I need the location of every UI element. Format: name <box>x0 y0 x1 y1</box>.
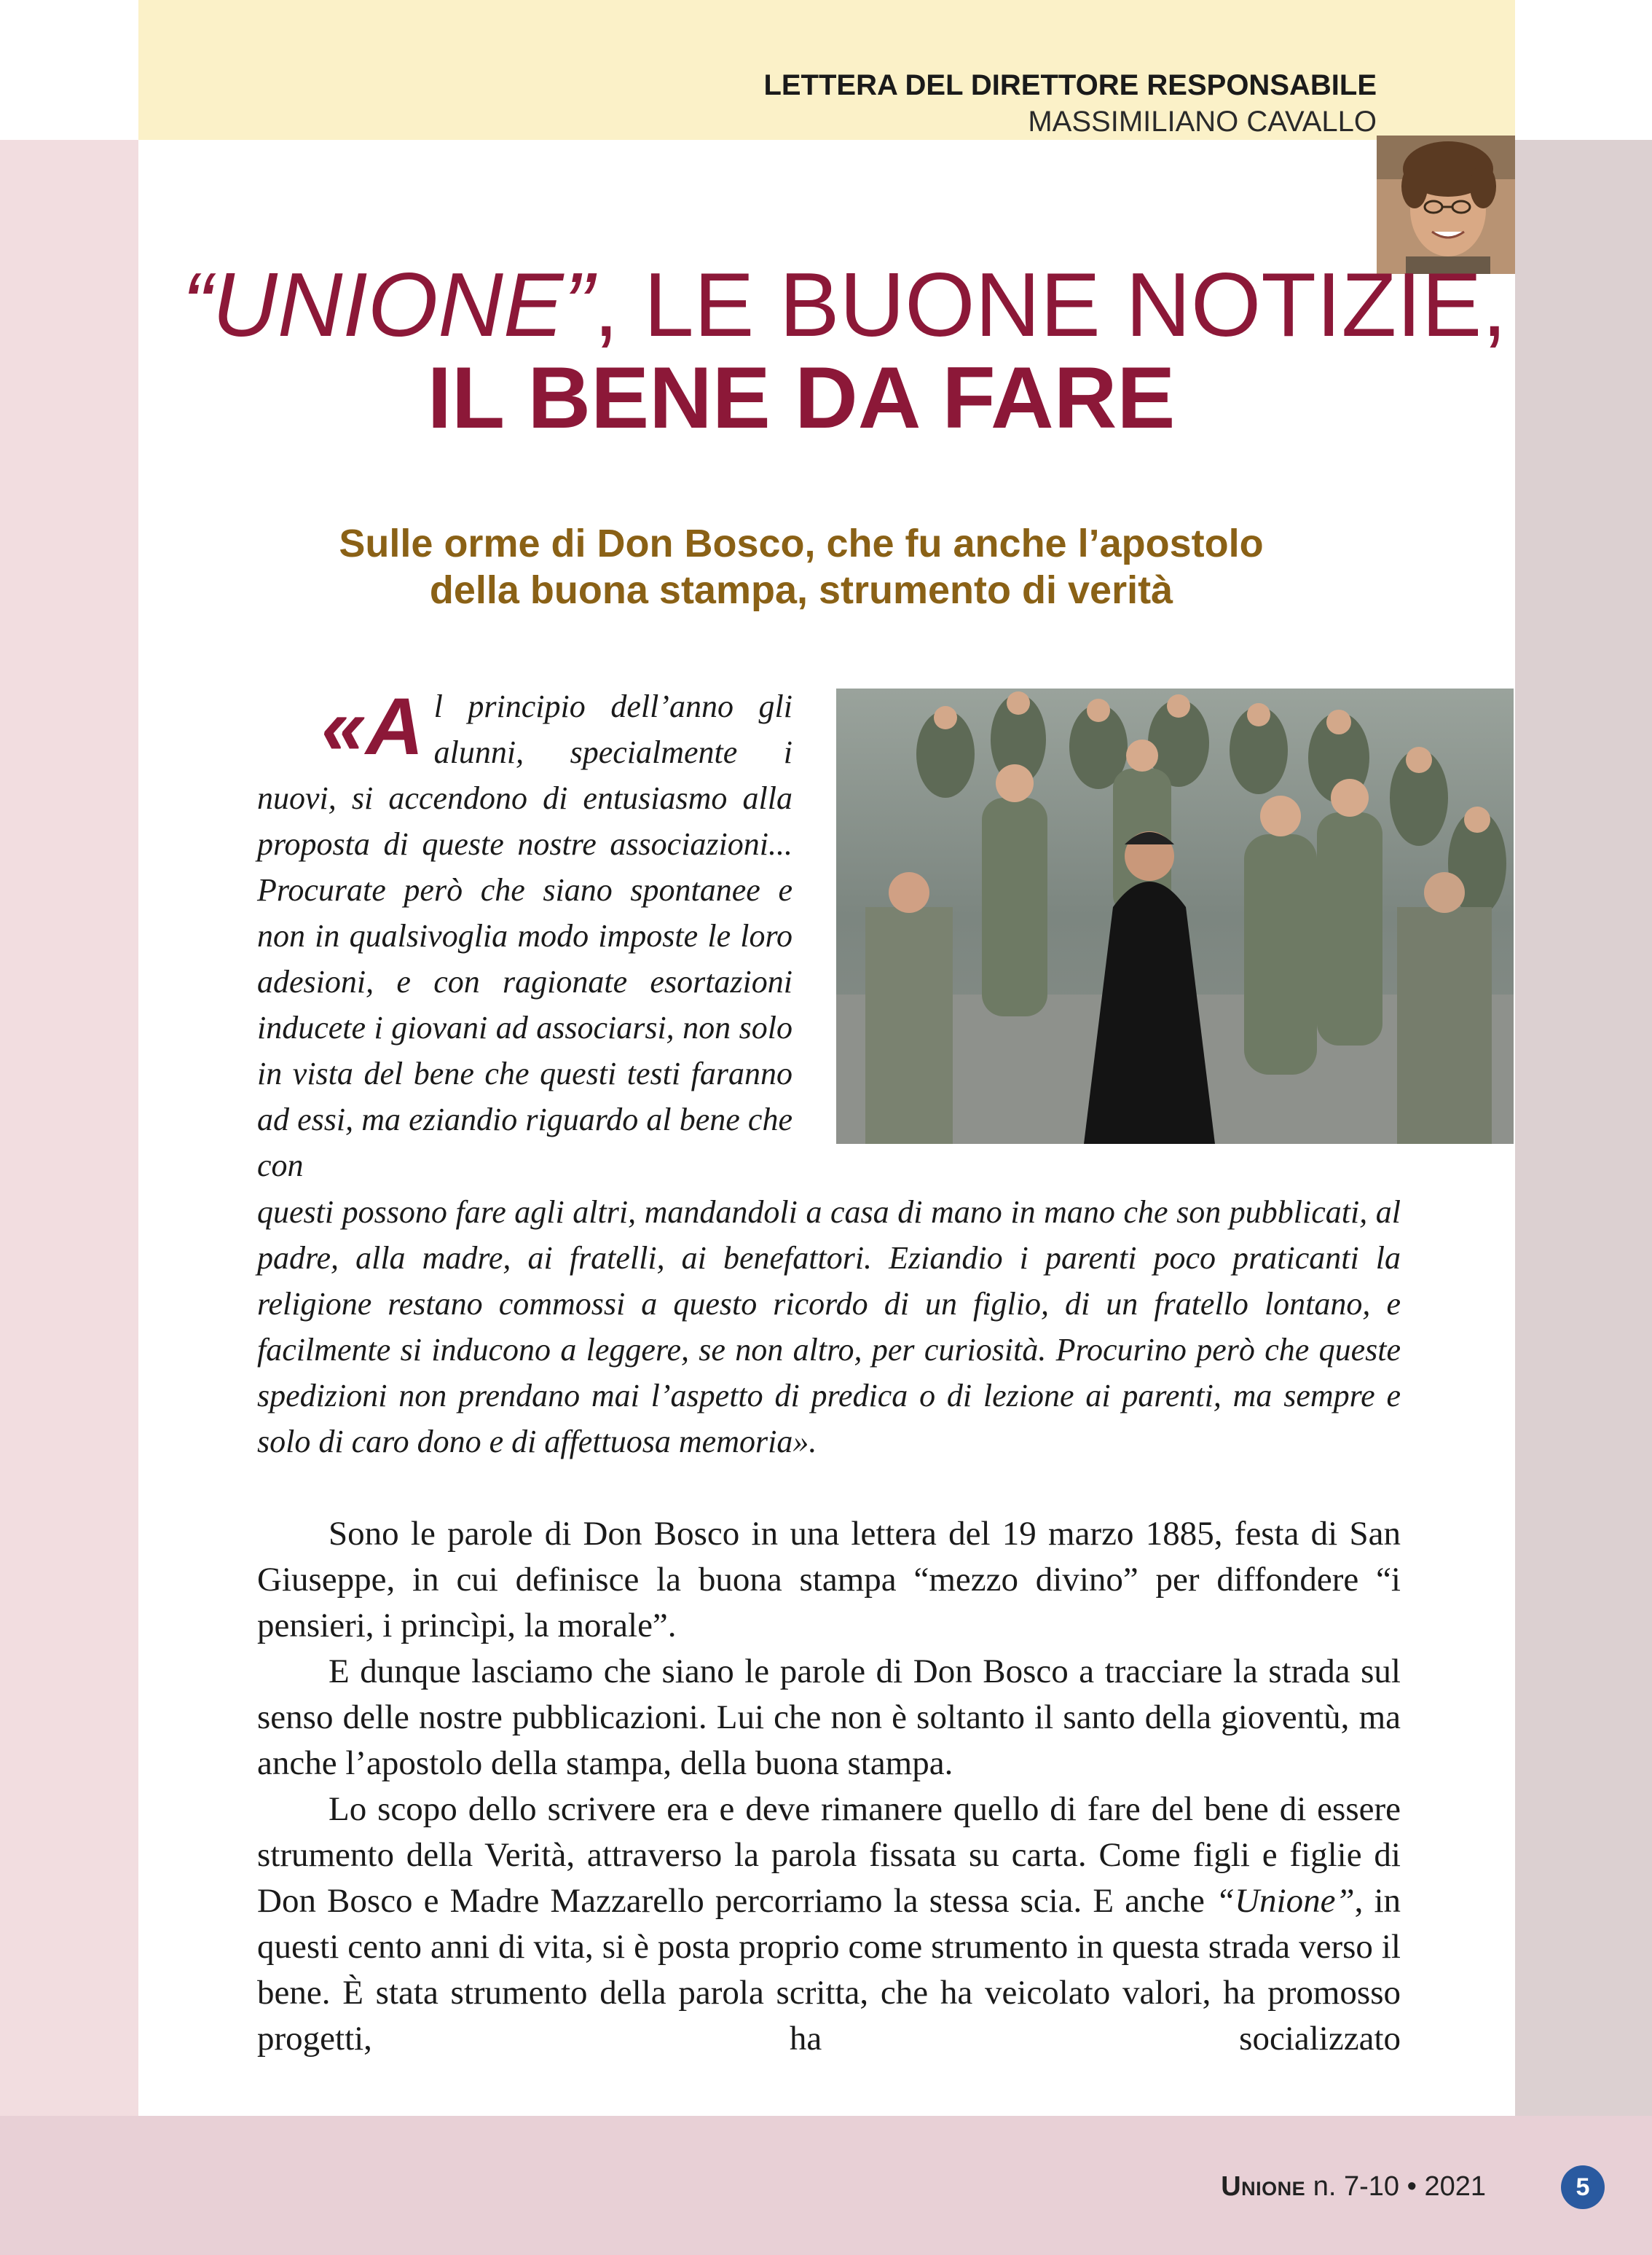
author-name: MASSIMILIANO CAVALLO <box>1028 106 1377 138</box>
quote-dropcap: «A <box>321 682 424 772</box>
left-color-band <box>0 140 138 2116</box>
article-title <box>182 255 1507 447</box>
body-paragraph-2: E dunque lasciamo che siano le parole di Don Bosco a tracciare la strada sul senso delle nostre pubblicazioni. Lui che non è soltanto il santo della gioventù, ma anche l’apostolo della stampa, della buona stampa. <box>257 1652 1401 1782</box>
article-subtitle <box>204 521 1399 613</box>
subtitle-line2: della buona stampa, strumento di verità <box>429 568 1173 612</box>
title-magazine-name: “UNIONE” <box>182 255 594 356</box>
page-number-badge: 5 <box>1561 2165 1605 2209</box>
quote-opening-text: l principio dell’anno gli alunni, specialmente i nuovi, si accendono di entusiasmo alla proposta di queste nostre associazioni... Procurate però che siano spontanee e non in qualsivoglia modo imposte le loro adesioni, e con ragionate esortazioni inducete i giovani ad associarsi, non solo in vista del bene che questi testi faranno ad essi, ma eziandio riguardo al bene che con <box>257 689 792 1183</box>
footer-issue-info <box>1221 2171 1486 2203</box>
quote-opening <box>257 683 792 1188</box>
section-label: LETTERA DEL DIRETTORE RESPONSABILE <box>763 69 1377 101</box>
body-magazine-name: “Unione” <box>1215 1882 1355 1920</box>
author-portrait <box>1377 136 1515 274</box>
quote-continuation <box>257 1189 1401 1464</box>
subtitle-line1: Sulle orme di Don Bosco, che fu anche l’apostolo <box>339 522 1264 565</box>
don-bosco-film-photo <box>836 689 1514 1144</box>
article-body <box>257 1511 1401 2062</box>
quote-continuation-text: questi possono fare agli altri, mandandoli a casa di mano in mano che son pubblicati, al padre, alla madre, ai fratelli, ai benefattori. Eziandio i parenti poco praticanti la religione restano commossi a questo ricordo di un figlio, di un fratello lontano, e facilmente si inducono a leggere, se non altro, per curiosità. Procurino però che queste spedizioni non prendano mai l’aspetto di predica o di lezione ai parenti, ma sempre e solo di caro dono e di affettuosa memoria». <box>257 1194 1401 1459</box>
title-line2: IL BENE DA FARE <box>427 348 1176 447</box>
title-line1-rest: , LE BUONE NOTIZIE, <box>593 255 1507 356</box>
body-paragraph-3 <box>257 1787 1401 2062</box>
footer-magazine-name: Unione <box>1221 2171 1306 2202</box>
footer-issue: n. 7-10 • 2021 <box>1305 2171 1486 2202</box>
body-paragraph-1: Sono le parole di Don Bosco in una lettera del 19 marzo 1885, festa di San Giuseppe, in cui definisce la buona stampa “mezzo divino” per diffondere “i pensieri, i princìpi, la morale”. <box>257 1515 1401 1644</box>
body-paragraph-3-part-a: Lo scopo dello scrivere era e deve rimanere quello di fare del bene di essere strumento della Verità, attraverso la parola fissata su carta. Come figli e figlie di Don Bosco e Madre Mazzarello percorriamo la stessa scia. E anche <box>257 1790 1401 1920</box>
body-paragraph-3-part-b: , in questi cento anni di vita, si è posta proprio come strumento in questa strada verso il bene. È stata strumento della parola scritta, che ha veicolato valori, ha promosso progetti, ha socializzato <box>257 1882 1401 2058</box>
right-color-band <box>1515 140 1652 2116</box>
